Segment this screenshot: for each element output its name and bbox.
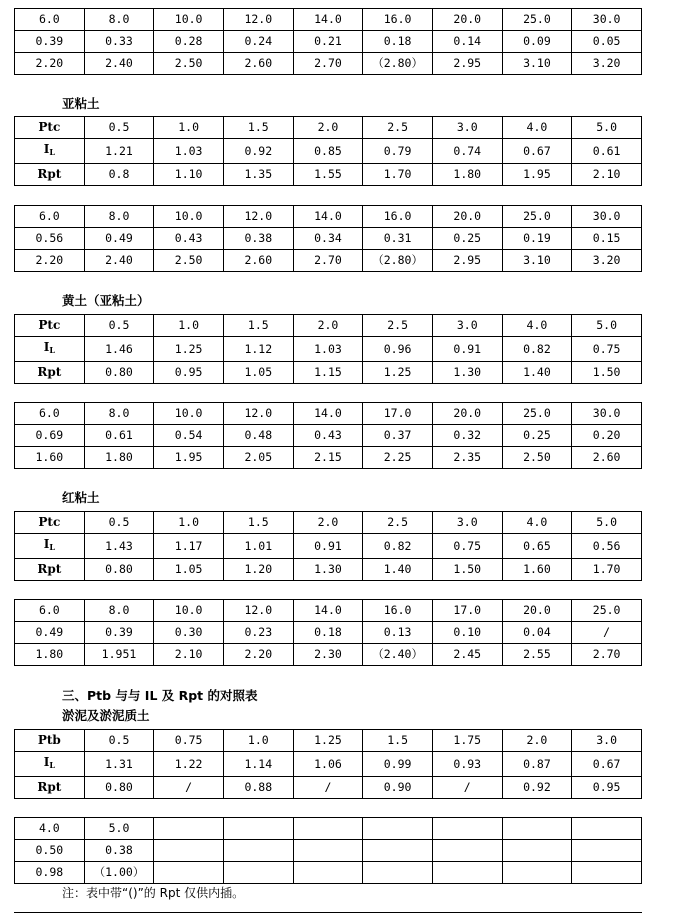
bottom-rule	[14, 912, 642, 913]
table-cell: 8.0	[84, 9, 154, 31]
table-cell: 12.0	[223, 9, 293, 31]
table-cell: 5.0	[572, 512, 642, 534]
table-cell: 0.56	[572, 534, 642, 559]
table-cell: 14.0	[293, 206, 363, 228]
table-cell: 20.0	[432, 403, 502, 425]
table-cell: 2.25	[363, 447, 433, 469]
table-cell: /	[572, 622, 642, 644]
row-label: $I_L$	[15, 752, 85, 777]
table-cell: 1.50	[432, 559, 502, 581]
table-cell: 0.87	[502, 752, 572, 777]
table-cell: 4.0	[502, 117, 572, 139]
table-cell: （2.40）	[363, 644, 433, 666]
table-cell: 2.10	[154, 644, 224, 666]
table-cell	[363, 818, 433, 840]
table-cell: 0.19	[502, 228, 572, 250]
table-cell: 6.0	[15, 9, 85, 31]
table-row	[15, 228, 642, 250]
table-row	[15, 117, 642, 139]
table-cell: 1.35	[223, 164, 293, 186]
table-cell: 1.0	[154, 512, 224, 534]
table-cell: 1.25	[363, 362, 433, 384]
table-row	[15, 818, 642, 840]
table-cell: 12.0	[223, 600, 293, 622]
table-cell: 1.30	[432, 362, 502, 384]
table-cell: 16.0	[363, 600, 433, 622]
table-cell: 1.03	[293, 337, 363, 362]
table-cell	[293, 862, 363, 884]
row-label: Ptc	[15, 512, 85, 534]
table-cell: 2.0	[293, 117, 363, 139]
table-cell: 5.0	[572, 315, 642, 337]
table-cell: 2.50	[154, 250, 224, 272]
table-cell: 4.0	[502, 512, 572, 534]
table-cell: 0.49	[15, 622, 85, 644]
table-cell: 2.60	[223, 250, 293, 272]
table-cell: （2.80）	[363, 250, 433, 272]
section-heading-hongniantu: 红粘土	[62, 490, 100, 505]
table-cell: 4.0	[502, 315, 572, 337]
table-cell: 10.0	[154, 9, 224, 31]
table-cell: 0.75	[432, 534, 502, 559]
table-cell: 30.0	[572, 403, 642, 425]
table-cell: 1.95	[502, 164, 572, 186]
table-cell: 12.0	[223, 206, 293, 228]
table-row	[15, 403, 642, 425]
yuni-table-b	[14, 817, 642, 884]
row-label: Ptc	[15, 117, 85, 139]
table-cell: 1.80	[84, 447, 154, 469]
row-label: Rpt	[15, 362, 85, 384]
row-label: Rpt	[15, 559, 85, 581]
table-cell: 1.25	[293, 730, 363, 752]
yanian-table-a	[14, 116, 642, 186]
table-cell: 1.95	[154, 447, 224, 469]
table-cell: 1.5	[223, 315, 293, 337]
table-cell: 0.20	[572, 425, 642, 447]
table-cell: 3.10	[502, 250, 572, 272]
table-cell: 25.0	[572, 600, 642, 622]
table-cell: 3.20	[572, 250, 642, 272]
table-row	[15, 31, 642, 53]
table-cell: 0.67	[572, 752, 642, 777]
table-cell: 0.56	[15, 228, 85, 250]
table-cell	[572, 818, 642, 840]
table-cell: 0.14	[432, 31, 502, 53]
huangtu-table-b	[14, 402, 642, 469]
table-cell: 14.0	[293, 9, 363, 31]
table-cell	[223, 818, 293, 840]
table-row	[15, 447, 642, 469]
table-cell: 0.43	[293, 425, 363, 447]
table-cell: 3.0	[432, 512, 502, 534]
table-cell: 0.18	[363, 31, 433, 53]
row-label: $I_L$	[15, 534, 85, 559]
table-cell: 10.0	[154, 600, 224, 622]
table-cell: 1.21	[84, 139, 154, 164]
table-cell: 0.28	[154, 31, 224, 53]
table-row	[15, 9, 642, 31]
table-cell	[432, 862, 502, 884]
section-heading-huangtu: 黄土（亚粘土）	[62, 293, 150, 308]
table-cell: 0.39	[15, 31, 85, 53]
table-row	[15, 512, 642, 534]
table-cell: 0.31	[363, 228, 433, 250]
table-cell: 1.5	[223, 512, 293, 534]
table-row	[15, 777, 642, 799]
table-cell: 0.8	[84, 164, 154, 186]
table-cell: 30.0	[572, 9, 642, 31]
table-cell: 0.75	[154, 730, 224, 752]
table-cell: 1.46	[84, 337, 154, 362]
table-cell: 1.03	[154, 139, 224, 164]
table-cell: 2.10	[572, 164, 642, 186]
table-cell: 2.35	[432, 447, 502, 469]
table-cell: 1.60	[15, 447, 85, 469]
table-cell: 0.98	[15, 862, 85, 884]
table-cell: 20.0	[432, 9, 502, 31]
table-cell: 16.0	[363, 9, 433, 31]
table-cell: 2.70	[293, 53, 363, 75]
table-row	[15, 250, 642, 272]
table-row	[15, 53, 642, 75]
table-cell	[154, 862, 224, 884]
table-cell: 0.18	[293, 622, 363, 644]
table-cell: 2.50	[154, 53, 224, 75]
table-cell: 1.60	[502, 559, 572, 581]
table-row	[15, 139, 642, 164]
table-cell: 0.50	[15, 840, 85, 862]
table-cell	[293, 818, 363, 840]
table-cell: 0.23	[223, 622, 293, 644]
table-cell: 1.15	[293, 362, 363, 384]
table-row	[15, 730, 642, 752]
section-subheading-yuni: 淤泥及淤泥质土	[62, 708, 150, 723]
table-cell: 4.0	[15, 818, 85, 840]
table-cell: 0.90	[363, 777, 433, 799]
table-cell: 1.0	[154, 117, 224, 139]
table-row	[15, 644, 642, 666]
table-cell: 0.04	[502, 622, 572, 644]
table-cell: 1.55	[293, 164, 363, 186]
table-cell: 0.10	[432, 622, 502, 644]
table-cell	[223, 840, 293, 862]
table-cell: 1.0	[223, 730, 293, 752]
table-cell: 25.0	[502, 9, 572, 31]
table-cell: 0.32	[432, 425, 502, 447]
table-cell	[432, 818, 502, 840]
table-cell: 0.65	[502, 534, 572, 559]
table-cell	[572, 840, 642, 862]
section-heading-three: 三、Ptb 与与 IL 及 Rpt 的对照表	[62, 688, 258, 703]
table-cell: 0.61	[84, 425, 154, 447]
table-cell: 0.95	[154, 362, 224, 384]
table-cell: 1.12	[223, 337, 293, 362]
table-cell: 0.37	[363, 425, 433, 447]
table-cell: 1.951	[84, 644, 154, 666]
table-cell: 30.0	[572, 206, 642, 228]
table-cell: 25.0	[502, 206, 572, 228]
table-cell: 2.15	[293, 447, 363, 469]
table-cell: 0.88	[223, 777, 293, 799]
table-cell: 2.50	[502, 447, 572, 469]
table-cell	[293, 840, 363, 862]
table-cell: 1.17	[154, 534, 224, 559]
table-cell: 0.48	[223, 425, 293, 447]
table-row	[15, 622, 642, 644]
table-cell: 0.80	[84, 559, 154, 581]
hongniantu-table-a	[14, 511, 642, 581]
table-cell	[502, 840, 572, 862]
table-cell: 1.14	[223, 752, 293, 777]
table-cell: 2.40	[84, 53, 154, 75]
table-cell: 0.38	[223, 228, 293, 250]
table-cell: 6.0	[15, 206, 85, 228]
table-cell: 6.0	[15, 403, 85, 425]
table-cell	[154, 840, 224, 862]
table-cell: 20.0	[502, 600, 572, 622]
table-cell	[154, 818, 224, 840]
table-cell: 2.5	[363, 512, 433, 534]
table-cell: 1.50	[572, 362, 642, 384]
table-cell: /	[154, 777, 224, 799]
table-cell: 1.01	[223, 534, 293, 559]
table-cell: 0.79	[363, 139, 433, 164]
table-cell: 0.5	[84, 315, 154, 337]
table-cell: 3.0	[432, 315, 502, 337]
table-cell	[502, 818, 572, 840]
table-cell: 16.0	[363, 206, 433, 228]
table-cell: 1.43	[84, 534, 154, 559]
table-cell: /	[432, 777, 502, 799]
table-cell: 2.95	[432, 250, 502, 272]
table-cell	[363, 840, 433, 862]
table-cell: 2.0	[293, 512, 363, 534]
table-cell: 0.34	[293, 228, 363, 250]
table-cell: 1.75	[432, 730, 502, 752]
table-cell: 1.80	[15, 644, 85, 666]
top-table	[14, 8, 642, 75]
table-row	[15, 206, 642, 228]
table-cell: 1.80	[432, 164, 502, 186]
table-cell: 2.30	[293, 644, 363, 666]
table-cell: 1.5	[363, 730, 433, 752]
yuni-table-a	[14, 729, 642, 799]
table-cell: 0.85	[293, 139, 363, 164]
table-cell: 0.43	[154, 228, 224, 250]
table-cell: 2.20	[15, 53, 85, 75]
table-cell: 0.74	[432, 139, 502, 164]
table-cell: （1.00）	[84, 862, 154, 884]
table-cell: 2.5	[363, 117, 433, 139]
table-row	[15, 425, 642, 447]
table-row	[15, 534, 642, 559]
table-cell: 0.69	[15, 425, 85, 447]
table-row	[15, 600, 642, 622]
table-cell: 0.15	[572, 228, 642, 250]
row-label: Ptc	[15, 315, 85, 337]
row-label: $I_L$	[15, 337, 85, 362]
table-cell: 0.33	[84, 31, 154, 53]
table-cell: 1.25	[154, 337, 224, 362]
table-cell: 0.21	[293, 31, 363, 53]
table-cell: 3.0	[572, 730, 642, 752]
table-cell: 1.70	[363, 164, 433, 186]
table-cell: 25.0	[502, 403, 572, 425]
table-row	[15, 164, 642, 186]
table-cell	[432, 840, 502, 862]
table-row	[15, 752, 642, 777]
table-cell: 17.0	[432, 600, 502, 622]
table-cell: 2.70	[293, 250, 363, 272]
table-cell: 0.24	[223, 31, 293, 53]
table-cell	[223, 862, 293, 884]
table-cell: 0.95	[572, 777, 642, 799]
table-cell: 1.20	[223, 559, 293, 581]
table-row	[15, 559, 642, 581]
table-cell: 1.06	[293, 752, 363, 777]
table-cell: 5.0	[84, 818, 154, 840]
table-cell: 0.91	[432, 337, 502, 362]
table-cell: 0.49	[84, 228, 154, 250]
table-cell: （2.80）	[363, 53, 433, 75]
table-cell: 3.0	[432, 117, 502, 139]
row-label: Rpt	[15, 164, 85, 186]
table-cell: 1.70	[572, 559, 642, 581]
table-row	[15, 862, 642, 884]
table-cell: 2.60	[223, 53, 293, 75]
table-cell: 0.05	[572, 31, 642, 53]
table-cell: 0.82	[502, 337, 572, 362]
table-cell: 2.95	[432, 53, 502, 75]
table-cell: 0.30	[154, 622, 224, 644]
table-cell: 2.70	[572, 644, 642, 666]
table-cell: 0.99	[363, 752, 433, 777]
table-cell: 0.92	[223, 139, 293, 164]
row-label: Rpt	[15, 777, 85, 799]
table-cell: 0.61	[572, 139, 642, 164]
table-cell: 0.5	[84, 512, 154, 534]
table-cell: 0.91	[293, 534, 363, 559]
table-cell: 0.93	[432, 752, 502, 777]
table-cell: 10.0	[154, 403, 224, 425]
table-cell: 3.20	[572, 53, 642, 75]
table-cell	[502, 862, 572, 884]
table-cell: 0.75	[572, 337, 642, 362]
table-cell: /	[293, 777, 363, 799]
table-cell: 8.0	[84, 600, 154, 622]
table-cell: 2.60	[572, 447, 642, 469]
table-cell: 20.0	[432, 206, 502, 228]
table-cell: 2.0	[502, 730, 572, 752]
table-row	[15, 840, 642, 862]
table-cell: 0.67	[502, 139, 572, 164]
table-cell: 3.10	[502, 53, 572, 75]
table-cell: 0.5	[84, 730, 154, 752]
table-cell: 2.55	[502, 644, 572, 666]
table-cell: 8.0	[84, 403, 154, 425]
table-cell: 14.0	[293, 600, 363, 622]
section-heading-yanian: 亚粘土	[62, 96, 100, 111]
table-cell: 1.31	[84, 752, 154, 777]
table-cell: 1.10	[154, 164, 224, 186]
table-cell: 1.5	[223, 117, 293, 139]
table-cell: 0.80	[84, 777, 154, 799]
table-cell: 12.0	[223, 403, 293, 425]
table-row	[15, 362, 642, 384]
table-cell: 0.25	[502, 425, 572, 447]
hongniantu-table-b	[14, 599, 642, 666]
table-row	[15, 315, 642, 337]
table-cell: 2.45	[432, 644, 502, 666]
huangtu-table-a	[14, 314, 642, 384]
table-cell: 0.38	[84, 840, 154, 862]
table-cell: 0.82	[363, 534, 433, 559]
table-cell: 1.40	[363, 559, 433, 581]
table-cell: 0.96	[363, 337, 433, 362]
row-label: Ptb	[15, 730, 85, 752]
table-cell: 0.92	[502, 777, 572, 799]
table-cell: 14.0	[293, 403, 363, 425]
table-cell: 1.05	[223, 362, 293, 384]
table-cell: 10.0	[154, 206, 224, 228]
table-cell: 6.0	[15, 600, 85, 622]
table-cell: 0.39	[84, 622, 154, 644]
table-cell: 0.25	[432, 228, 502, 250]
table-cell: 17.0	[363, 403, 433, 425]
table-cell: 1.22	[154, 752, 224, 777]
table-row	[15, 337, 642, 362]
table-cell: 2.0	[293, 315, 363, 337]
table-cell: 2.5	[363, 315, 433, 337]
table-cell: 2.20	[15, 250, 85, 272]
table-cell: 0.13	[363, 622, 433, 644]
table-cell: 0.09	[502, 31, 572, 53]
table-cell: 1.30	[293, 559, 363, 581]
table-cell: 2.20	[223, 644, 293, 666]
table-cell: 8.0	[84, 206, 154, 228]
table-cell: 5.0	[572, 117, 642, 139]
table-cell: 0.80	[84, 362, 154, 384]
table-cell: 1.05	[154, 559, 224, 581]
table-cell: 1.40	[502, 362, 572, 384]
row-label: $I_L$	[15, 139, 85, 164]
table-cell: 0.54	[154, 425, 224, 447]
table-cell: 0.5	[84, 117, 154, 139]
table-cell: 2.05	[223, 447, 293, 469]
table-cell: 1.0	[154, 315, 224, 337]
table-cell	[363, 862, 433, 884]
yanian-table-b	[14, 205, 642, 272]
table-cell	[572, 862, 642, 884]
footnote: 注：表中带“()”的 Rpt 仅供内插。	[62, 886, 245, 900]
table-cell: 2.40	[84, 250, 154, 272]
